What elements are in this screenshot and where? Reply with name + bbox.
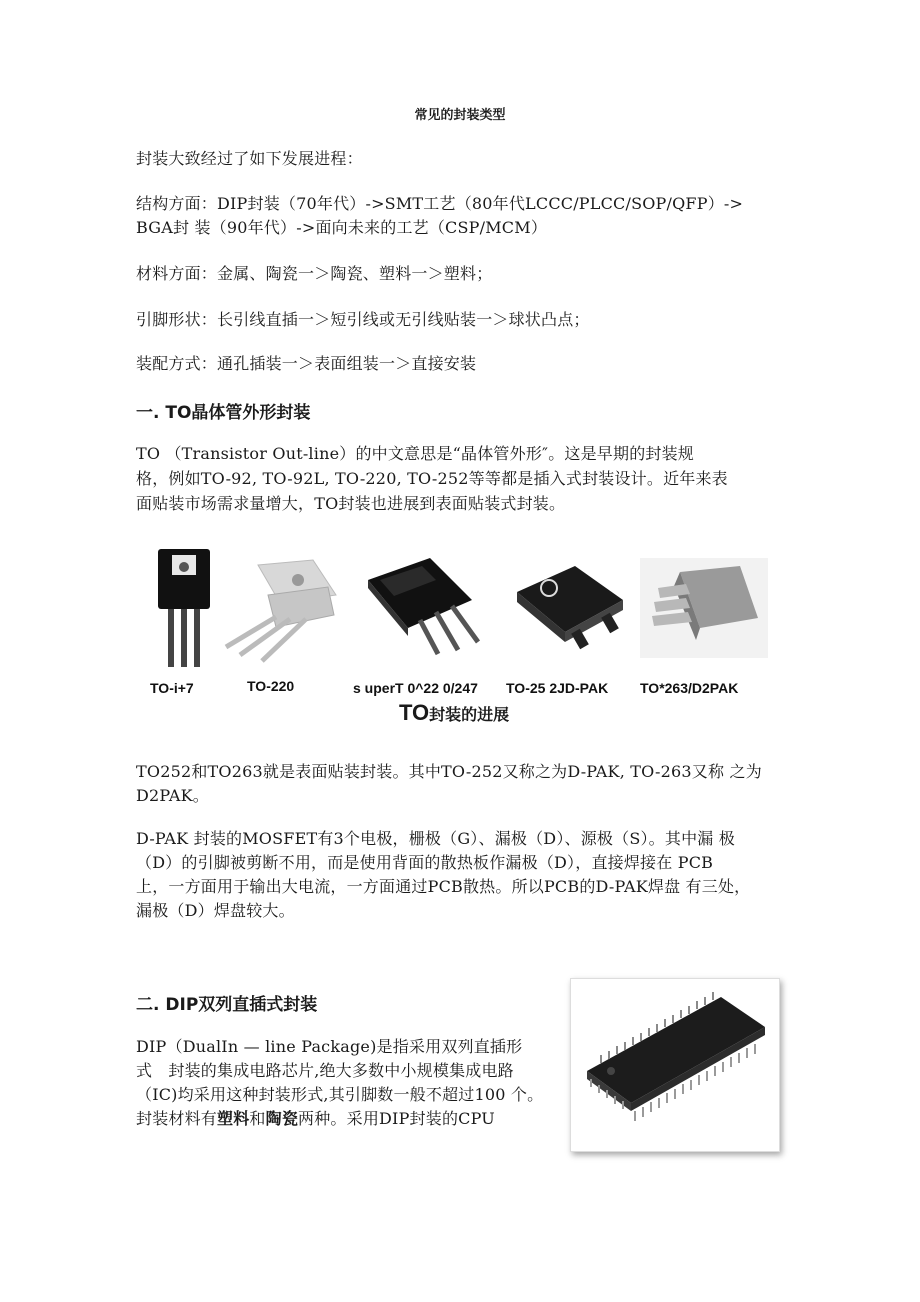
dip-paragraph-line-1: DIP（DualIn — line Package)是指采用双列直插形 [136,1037,523,1056]
structure-line-1: 结构方面：DIP封装（70年代）->SMT工艺（80年代LCCC/PLCC/SOP/QFP）-> [136,194,744,213]
pin-paragraph: 引脚形状：长引线直插一＞短引线或无引线贴装一＞球状凸点； [136,310,590,329]
caption-super-to: s uperT 0^22 0/247 [353,680,478,696]
mosfet-paragraph-line-2: （D）的引脚被剪断不用，而是使用背面的散热板作漏极（D），直接焊接在 PCB [136,853,714,872]
caption-to-220: TO-220 [247,678,295,694]
mosfet-paragraph-line-3: 上，一方面用于输出大电流，一方面通过PCB散热。所以PCB的D-PAK焊盘 有三处， [136,877,751,896]
section-1-heading: 一. TO晶体管外形封装 [136,403,311,423]
figure-title-text: 封装的进展 [429,707,510,724]
structure-line-2: BGA封 装（90年代）->面向未来的工艺（CSP/MCM） [136,218,548,237]
super-to-220-247-package-image [360,550,490,665]
assembly-paragraph: 装配方式：通孔插装一＞表面组装一＞直接安装 [136,354,477,373]
to-paragraph-line-1: TO （Transistor Out-line）的中文意思是“晶体管外形″。这是早期的封装规 [136,444,694,463]
dip-text-c: 和 [249,1109,266,1128]
to-92-package-image [154,545,216,670]
dip-text-ceramic: 陶瓷 [265,1109,299,1128]
caption-dpak: TO-25 2JD-PAK [506,680,609,696]
dip-paragraph-line-3: （IC)均采用这种封装形式,其引脚数一般不超过100 个。 [136,1085,544,1104]
material-paragraph: 材料方面：金属、陶瓷一＞陶瓷、塑料一＞塑料； [136,264,493,283]
dpak-paragraph-line-2: D2PAK。 [136,786,210,805]
dip-text-plastic: 塑料 [217,1109,250,1128]
document-title: 常见的封装类型 [414,108,506,123]
dip-chip-image [570,978,780,1152]
dip-text-e: 两种。采用DIP封装的CPU [298,1109,495,1128]
figure-title-to: TO [399,700,430,725]
to-220-package-image [218,555,343,665]
figure-title [399,700,509,726]
section-2-heading: 二. DIP双列直插式封装 [136,995,318,1015]
to-paragraph-line-3: 面贴装市场需求量增大，TO封装也进展到表面贴装式封装。 [136,494,566,513]
to-paragraph-line-2: 格，例如TO-92, TO-92L, TO-220, TO-252等等都是插入式封装设计。近年来表 [136,469,728,488]
dip-paragraph-line-4 [136,1107,576,1131]
dip-text-a: 封装材料有 [136,1109,218,1128]
mosfet-paragraph-line-4: 漏极（D）焊盘较大。 [136,901,295,920]
caption-d2pak: TO*263/D2PAK [640,680,739,696]
caption-to-92: TO-i+7 [150,680,194,696]
dpak-paragraph-line-1: TO252和TO263就是表面贴装封装。其中TO-252又称之为D-PAK, TO-263又称 之为 [136,762,762,781]
intro-paragraph: 封装大致经过了如下发展进程： [136,149,363,168]
to-252-dpak-package-image [505,552,635,662]
mosfet-paragraph-line-1: D-PAK 封装的MOSFET有3个电极，栅极（G）、漏极（D）、源极（S）。其中漏 极 [136,829,735,848]
to-263-d2pak-package-image [640,558,768,658]
dip-paragraph-line-2: 式 封装的集成电路芯片,绝大多数中小规模集成电路 [136,1061,514,1080]
